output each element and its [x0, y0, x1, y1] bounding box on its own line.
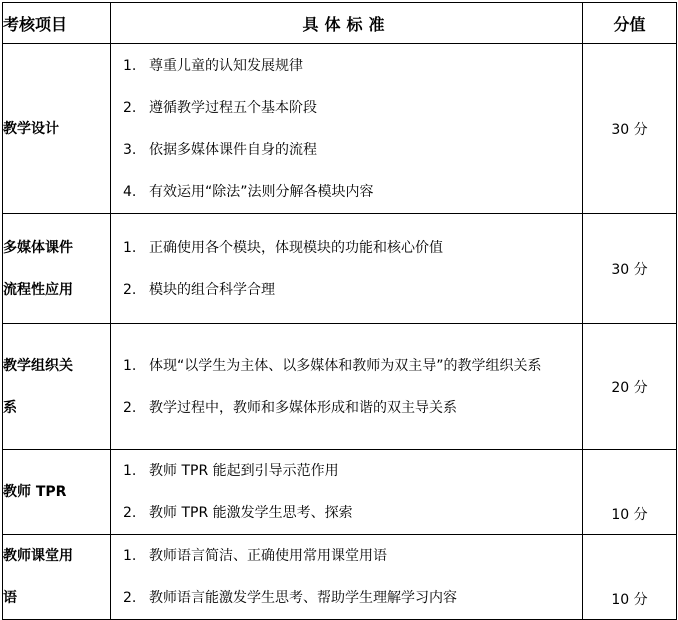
criteria-item	[111, 387, 582, 429]
header-score: 分值	[583, 3, 677, 44]
criteria-list	[111, 535, 582, 619]
item-label: 语	[3, 590, 17, 606]
criteria-text: 模块的组合科学合理	[149, 281, 275, 298]
table-row	[3, 324, 677, 450]
criteria-cell	[111, 324, 583, 450]
criteria-list	[111, 227, 582, 311]
criteria-item	[111, 269, 582, 311]
criteria-number: 2.	[123, 281, 137, 298]
criteria-item	[111, 171, 582, 213]
item-cell	[3, 214, 111, 324]
criteria-text: 依据多媒体课件自身的流程	[149, 141, 317, 158]
header-standard: 具体标准	[111, 3, 583, 44]
item-label: 教学设计	[3, 120, 59, 137]
criteria-number: 2.	[123, 399, 137, 416]
score-cell: 30 分	[583, 214, 677, 324]
criteria-cell	[111, 535, 583, 620]
criteria-item	[111, 345, 582, 387]
score-cell: 30 分	[583, 44, 677, 214]
item-label: 教学组织关	[3, 357, 73, 374]
criteria-number: 1.	[123, 357, 137, 374]
criteria-text: 遵循教学过程五个基本阶段	[149, 99, 317, 116]
criteria-list	[111, 450, 582, 534]
criteria-list	[111, 45, 582, 213]
item-label: 多媒体课件	[3, 239, 73, 256]
criteria-item	[111, 535, 582, 577]
table-row	[3, 214, 677, 324]
criteria-number: 2.	[123, 590, 137, 606]
criteria-text: 体现“以学生为主体、以多媒体和教师为双主导”的教学组织关系	[149, 357, 542, 374]
criteria-number: 4.	[123, 183, 137, 200]
table-row	[3, 450, 677, 535]
item-label: 教师 TPR	[3, 484, 67, 500]
criteria-item	[111, 45, 582, 87]
item-cell	[3, 450, 111, 535]
criteria-number: 1.	[123, 463, 137, 479]
criteria-text: 教师 TPR 能起到引导示范作用	[149, 463, 339, 479]
criteria-text: 尊重儿童的认知发展规律	[149, 57, 303, 74]
item-cell	[3, 324, 111, 450]
criteria-item	[111, 577, 582, 619]
criteria-text: 教师语言能激发学生思考、帮助学生理解学习内容	[149, 590, 457, 606]
criteria-cell	[111, 44, 583, 214]
criteria-text: 教学过程中，教师和多媒体形成和谐的双主导关系	[149, 399, 457, 416]
criteria-list	[111, 345, 582, 429]
criteria-text: 有效运用“除法”法则分解各模块内容	[149, 183, 374, 200]
item-label: 系	[3, 399, 17, 416]
score-cell: 10 分	[583, 450, 677, 535]
criteria-text: 教师 TPR 能激发学生思考、探索	[149, 505, 353, 521]
header-row	[3, 3, 677, 44]
criteria-number: 2.	[123, 99, 137, 116]
evaluation-rubric-table	[2, 2, 677, 620]
criteria-number: 1.	[123, 239, 137, 256]
item-cell	[3, 44, 111, 214]
score-cell: 10 分	[583, 535, 677, 620]
table-row	[3, 44, 677, 214]
criteria-number: 1.	[123, 548, 137, 564]
item-cell	[3, 535, 111, 620]
criteria-item	[111, 450, 582, 492]
criteria-item	[111, 492, 582, 534]
criteria-cell	[111, 450, 583, 535]
item-label: 教师课堂用	[3, 548, 73, 564]
table-row	[3, 535, 677, 620]
criteria-number: 3.	[123, 141, 137, 158]
criteria-item	[111, 227, 582, 269]
item-label: 流程性应用	[3, 281, 73, 298]
criteria-number: 2.	[123, 505, 137, 521]
header-item: 考核项目	[3, 3, 111, 44]
criteria-text: 正确使用各个模块，体现模块的功能和核心价值	[149, 239, 443, 256]
score-cell: 20 分	[583, 324, 677, 450]
criteria-item	[111, 87, 582, 129]
criteria-cell	[111, 214, 583, 324]
criteria-item	[111, 129, 582, 171]
criteria-text: 教师语言简洁、正确使用常用课堂用语	[149, 548, 387, 564]
criteria-number: 1.	[123, 57, 137, 74]
